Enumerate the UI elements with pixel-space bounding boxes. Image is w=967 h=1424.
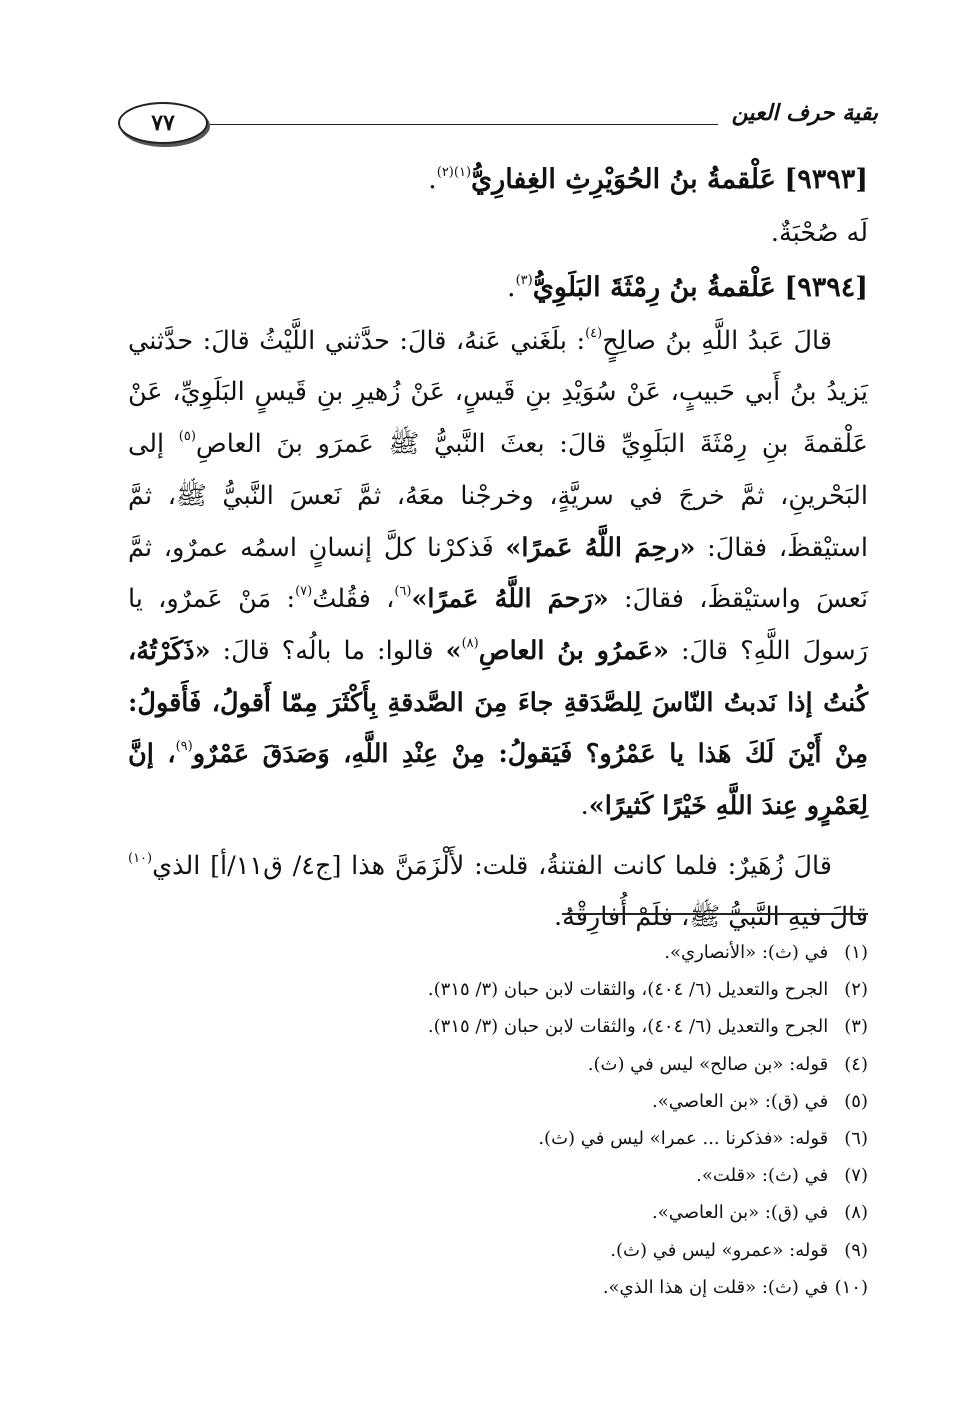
entry-9394: [٩٣٩٤] عَلْقمةُ بنُ رِمْثَةَ البَلَوِيُّ$^{(٣)}$. <box>507 271 868 303</box>
entry-name: عَلْقمةُ بنُ الحُوَيْرِثِ الغِفارِيُّ <box>471 164 776 195</box>
footnote-text: قوله: «عمرو» ليس في (ث). <box>610 1239 829 1261</box>
narration-text: : مَنْ عَمرٌو، يا رَسولَ اللَّهِ؟ قالَ: <box>128 584 868 666</box>
footnote <box>128 934 868 971</box>
footnote-number: (١٠) <box>834 1276 868 1298</box>
footnote <box>128 1008 868 1045</box>
prophet-quote: «عَمرُو بنُ العاصِ <box>478 635 669 666</box>
footnote-text: الجرح والتعديل (٦/ ٤٠٤)، والثقات لابن حبان (٣/ ٣١٥). <box>427 979 829 1001</box>
footnote <box>128 1120 868 1157</box>
footnote-ref: (٣) <box>515 272 533 288</box>
footnote <box>128 971 868 1008</box>
narration-text: قالَ عَبدُ اللَّهِ بنُ صالِحٍ <box>602 325 832 356</box>
prophet-quote: » <box>445 635 462 666</box>
footnote-text: في (ث): «قلت». <box>696 1165 829 1187</box>
footnote-ref: (٦) <box>394 584 412 600</box>
zuhair-text: قالَ فيهِ النَّبيُّ ﷺ، فلَمْ أُفارِقْهُ. <box>553 902 868 933</box>
page-number: ٧٧ <box>118 102 208 144</box>
footnote-ref: (٩) <box>175 739 193 755</box>
footnote-number: (٩) <box>844 1239 868 1261</box>
footnote-number: (٢) <box>844 979 868 1001</box>
prophet-quote: «رحِمَ اللَّهُ عَمرًا» <box>505 532 696 563</box>
footnote-ref: (٥) <box>178 429 196 445</box>
entry-id: [٩٣٩٤] <box>784 271 868 303</box>
footnote-number: (٣) <box>844 1016 868 1038</box>
footnote <box>128 1232 868 1269</box>
footnote-text: في (ث): «قلت إن هذا الذي». <box>602 1276 829 1298</box>
narration-text: . <box>580 791 589 822</box>
footnote-text: في (ث): «الأنصاري». <box>664 942 829 963</box>
footnote-text: قوله: «بن صالح» ليس في (ث). <box>587 1053 829 1075</box>
main-text <box>128 152 868 944</box>
narration-paragraph <box>128 316 868 833</box>
header-title: بقية حرف العين <box>731 100 878 126</box>
footnote-ref: (٤) <box>585 325 603 341</box>
footnote-number: (٤) <box>844 1053 868 1075</box>
footnote-number: (٦) <box>844 1128 868 1150</box>
footnote <box>128 1046 868 1083</box>
footnote-number: (٧) <box>844 1165 868 1187</box>
entry-9393: [٩٣٩٣] عَلْقمةُ بنُ الحُوَيْرِثِ الغِفارِيُّ$^{(١)(٢)}$. <box>428 164 868 195</box>
footnote-number: (٥) <box>844 1090 868 1112</box>
footnote-text: قوله: «فذكرنا ... عمرا» ليس في (ث). <box>538 1128 829 1150</box>
footnote-number: (١) <box>844 942 868 963</box>
narration-text: قالوا: ما بالُه؟ قالَ: <box>210 635 446 666</box>
footnote-text: في (ق): «بن العاصي». <box>652 1202 829 1224</box>
narration-text: ، فقُلتُ <box>312 584 395 615</box>
footnote-ref: (١)(٢) <box>436 165 472 180</box>
header-rule <box>210 124 718 125</box>
suhba-line: لَه صُحْبَةٌ. <box>770 218 868 248</box>
prophet-quote: «ذَكَرْتُهُ، كُنتُ إذا نَدبتُ النّاسَ لِلصَّدَقةِ جاءَ مِنَ الصَّدقةِ بِأَكْثَرَ مِمّا أَقولُ، فَأَقولُ: مِنْ أَيْنَ لَكَ هَذا يا عَمْرُو؟ فَيَقولُ: مِنْ عِنْدِ اللَّهِ، وَصَدَقَ عَمْرٌو <box>128 635 868 770</box>
entry-id: [٩٣٩٣] <box>784 164 868 195</box>
footnote-separator <box>562 913 868 915</box>
footnote <box>128 1269 868 1306</box>
prophet-quote: ، إنَّ لِعَمْرٍو عِندَ اللَّهِ خَيْرًا كَثيرًا» <box>128 739 868 822</box>
running-header <box>118 100 878 144</box>
footnote-number: (٨) <box>844 1202 868 1224</box>
footnote <box>128 1194 868 1231</box>
narration-text: فَذكرْنا كلَّ إنسانٍ اسمُه عمرٌو، ثمَّ نَعسَ واستيْقظَ، فقالَ: <box>128 532 868 615</box>
narration-text: : بلَغَني عَنهُ، قالَ: حدَّثني اللَّيْثُ قالَ: حدَّثني يَزيدُ بنُ أَبي حَبيبٍ، عَنْ سُوَيْدِ بنِ قَيسٍ، عَنْ زُهيرِ بنِ قَيسٍ البَلَوِيِّ، عَنْ عَلْقمةَ بنِ رِمْثَةَ البَلَوِيِّ قالَ: بعثَ النَّبيُّ ﷺ عَمرَو بنَ العاصِ <box>128 325 868 460</box>
narration-text: إلى البَحْرينِ، ثمَّ خرجَ في سريَّةٍ، وخرجْنا معَهُ، ثمَّ نَعسَ النَّبيُّ ﷺ، ثمَّ استيْقظَ، فقالَ: <box>128 429 868 563</box>
zuhair-paragraph <box>128 841 868 944</box>
prophet-quote: «رَحمَ اللَّهُ عَمرًا» <box>411 584 609 615</box>
footnote-text: في (ق): «بن العاصي». <box>652 1090 829 1112</box>
zuhair-text: قالَ زُهَيرٌ: فلما كانت الفتنةُ، قلت: لأَلْزَمَنَّ هذا [ج٤/ ق١١/أ] الذي <box>152 850 832 881</box>
entry-name: عَلْقمةُ بنُ رِمْثَةَ البَلَوِيُّ <box>532 271 776 303</box>
footnote <box>128 1083 868 1120</box>
footnote-text: الجرح والتعديل (٦/ ٤٠٤)، والثقات لابن حبان (٣/ ٣١٥). <box>427 1016 829 1038</box>
footnote-ref: (٧) <box>295 584 313 600</box>
footnotes <box>128 934 868 1306</box>
footnote-ref: (١٠) <box>128 850 153 866</box>
footnote-ref: (٨) <box>461 635 479 651</box>
footnote <box>128 1157 868 1194</box>
